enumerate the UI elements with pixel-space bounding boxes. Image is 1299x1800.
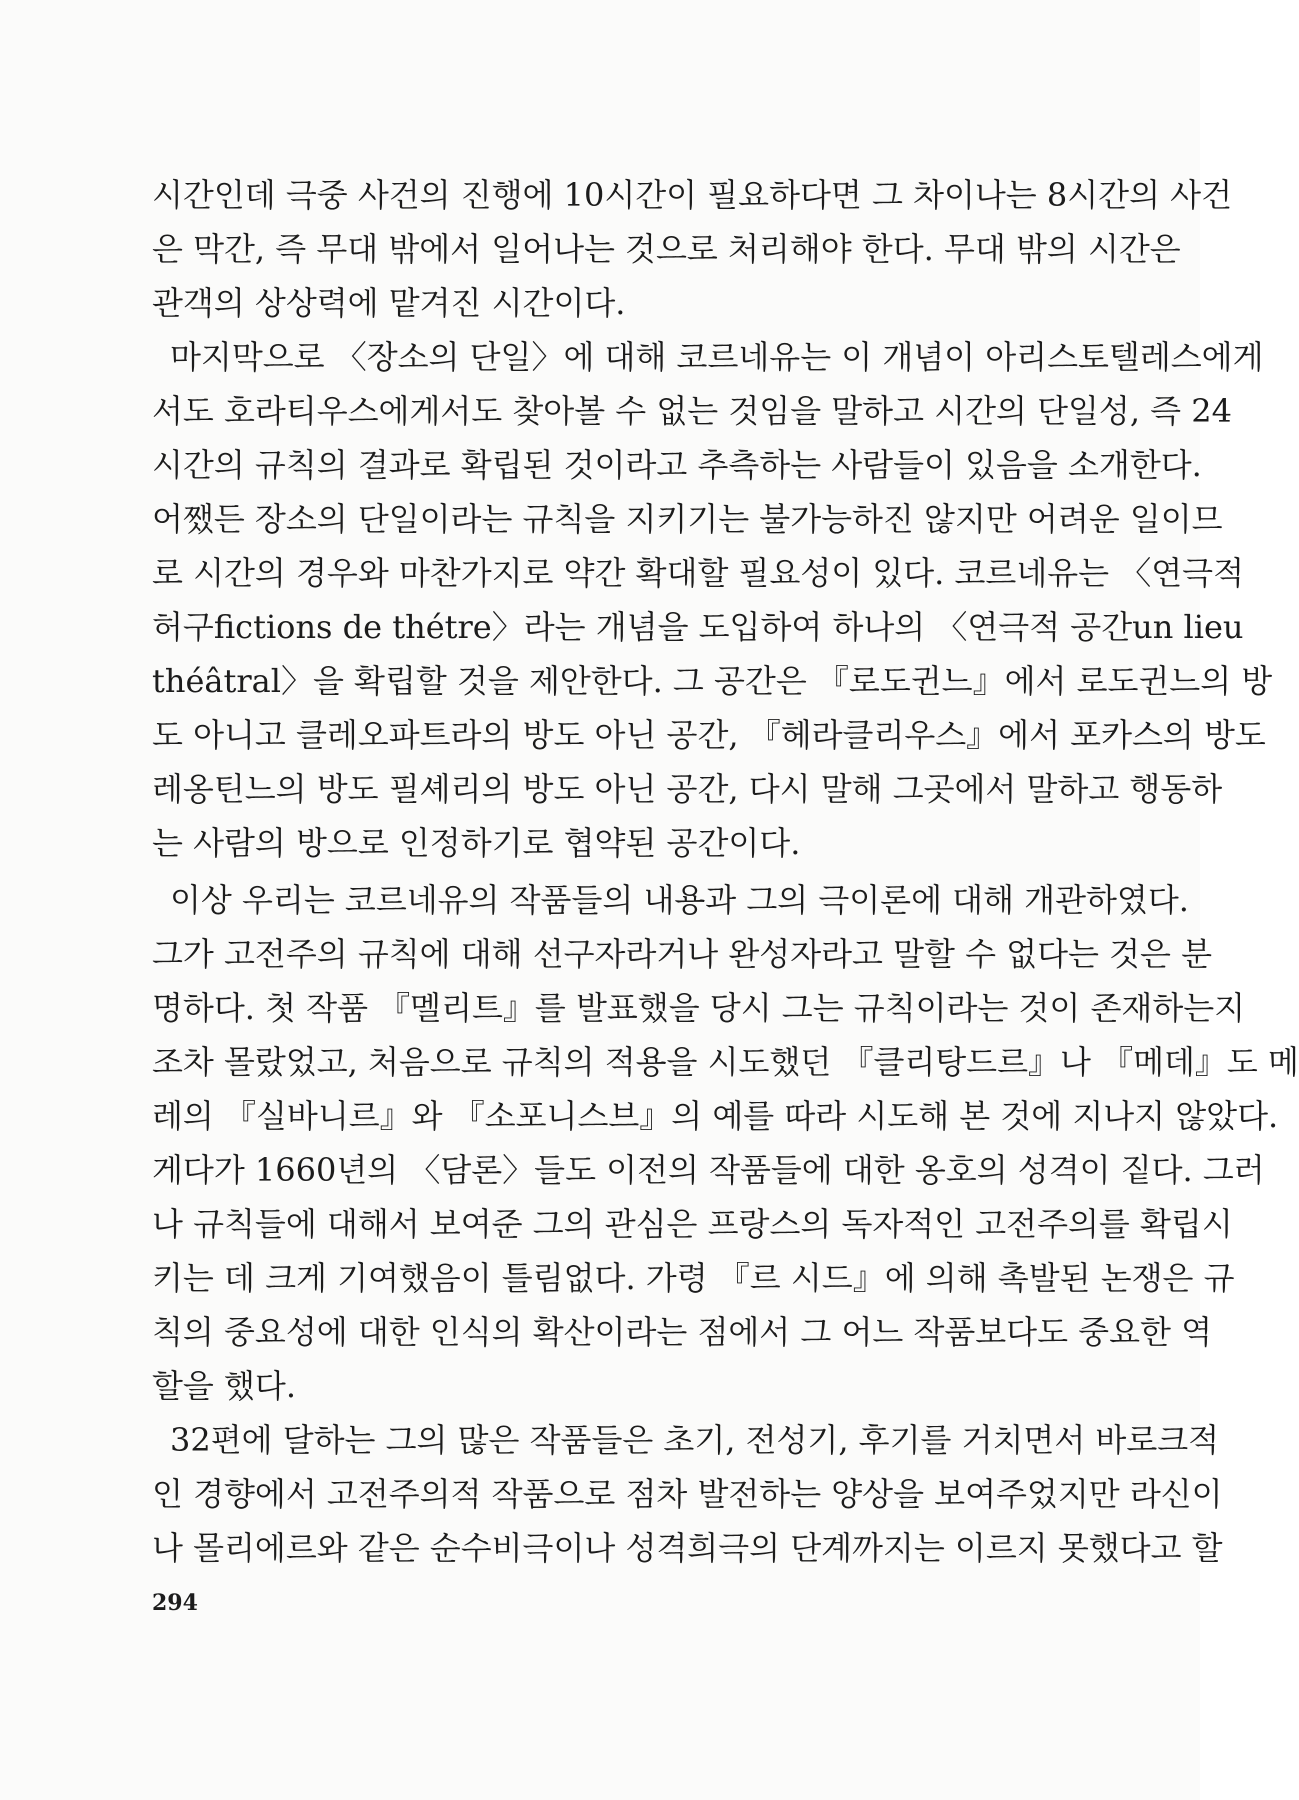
text-line: 관객의 상상력에 맡겨진 시간이다. — [152, 284, 626, 322]
text-line: 조차 몰랐었고, 처음으로 규칙의 적용을 시도했던 『클리탕드르』나 『메데』도 메 — [152, 1043, 1299, 1081]
text-line: 시간의 규칙의 결과로 확립된 것이라고 추측하는 사람들이 있음을 소개한다. — [152, 446, 1202, 484]
text-section-1 — [152, 168, 1273, 870]
text-line: 레의 『실바니르』와 『소포니스브』의 예를 따라 시도해 본 것에 지나지 않았다. — [152, 1097, 1279, 1135]
text-line: 허구fictions de thétre〉라는 개념을 도입하여 하나의 〈연극적 공간un lieu — [152, 608, 1244, 646]
text-line: 명하다. 첫 작품 『멜리트』를 발표했을 당시 그는 규칙이라는 것이 존재하는지 — [152, 989, 1246, 1027]
text-line: 도 아니고 클레오파트라의 방도 아닌 공간, 『헤라클리우스』에서 포카스의 방도 — [152, 716, 1266, 754]
text-line: 키는 데 크게 기여했음이 틀림없다. 가령 『르 시드』에 의해 촉발된 논쟁은 규 — [152, 1259, 1235, 1297]
text-line: 인 경향에서 고전주의적 작품으로 점차 발전하는 양상을 보여주었지만 라신이 — [152, 1475, 1223, 1513]
text-line: 할을 했다. — [152, 1367, 296, 1405]
text-line: 는 사람의 방으로 인정하기로 협약된 공간이다. — [152, 824, 801, 862]
text-line: 마지막으로 〈장소의 단일〉에 대해 코르네유는 이 개념이 아리스토텔레스에게 — [170, 338, 1264, 376]
text-line: 이상 우리는 코르네유의 작품들의 내용과 그의 극이론에 대해 개관하였다. — [170, 881, 1189, 919]
text-line: 게다가 1660년의 〈담론〉들도 이전의 작품들에 대한 옹호의 성격이 짙다. 그러 — [152, 1151, 1265, 1189]
text-line: 로 시간의 경우와 마찬가지로 약간 확대할 필요성이 있다. 코르네유는 〈연극적 — [152, 554, 1244, 592]
text-line: 시간인데 극중 사건의 진행에 10시간이 필요하다면 그 차이나는 8시간의 사건 — [152, 176, 1232, 214]
text-line: 그가 고전주의 규칙에 대해 선구자라거나 완성자라고 말할 수 없다는 것은 분 — [152, 935, 1212, 973]
text-line: 어쨌든 장소의 단일이라는 규칙을 지키기는 불가능하진 않지만 어려운 일이므 — [152, 500, 1223, 538]
text-line: 나 몰리에르와 같은 순수비극이나 성격희극의 단계까지는 이르지 못했다고 할 — [152, 1529, 1223, 1567]
text-line: théâtral〉을 확립할 것을 제안한다. 그 공간은 『로도귄느』에서 로도귄느의 방 — [152, 662, 1273, 700]
text-line: 은 막간, 즉 무대 밖에서 일어나는 것으로 처리해야 한다. 무대 밖의 시간은 — [152, 230, 1181, 268]
text-line: 칙의 중요성에 대한 인식의 확산이라는 점에서 그 어느 작품보다도 중요한 역 — [152, 1313, 1212, 1351]
text-line: 서도 호라티우스에게서도 찾아볼 수 없는 것임을 말하고 시간의 단일성, 즉 24 — [152, 392, 1232, 430]
text-section-2 — [152, 873, 1299, 1575]
text-line: 32편에 달하는 그의 많은 작품들은 초기, 전성기, 후기를 거치면서 바로크적 — [170, 1421, 1220, 1459]
page-number: 294 — [152, 1590, 198, 1616]
text-line: 나 규칙들에 대해서 보여준 그의 관심은 프랑스의 독자적인 고전주의를 확립시 — [152, 1205, 1233, 1243]
text-line: 레옹틴느의 방도 필셰리의 방도 아닌 공간, 다시 말해 그곳에서 말하고 행동하 — [152, 770, 1223, 808]
